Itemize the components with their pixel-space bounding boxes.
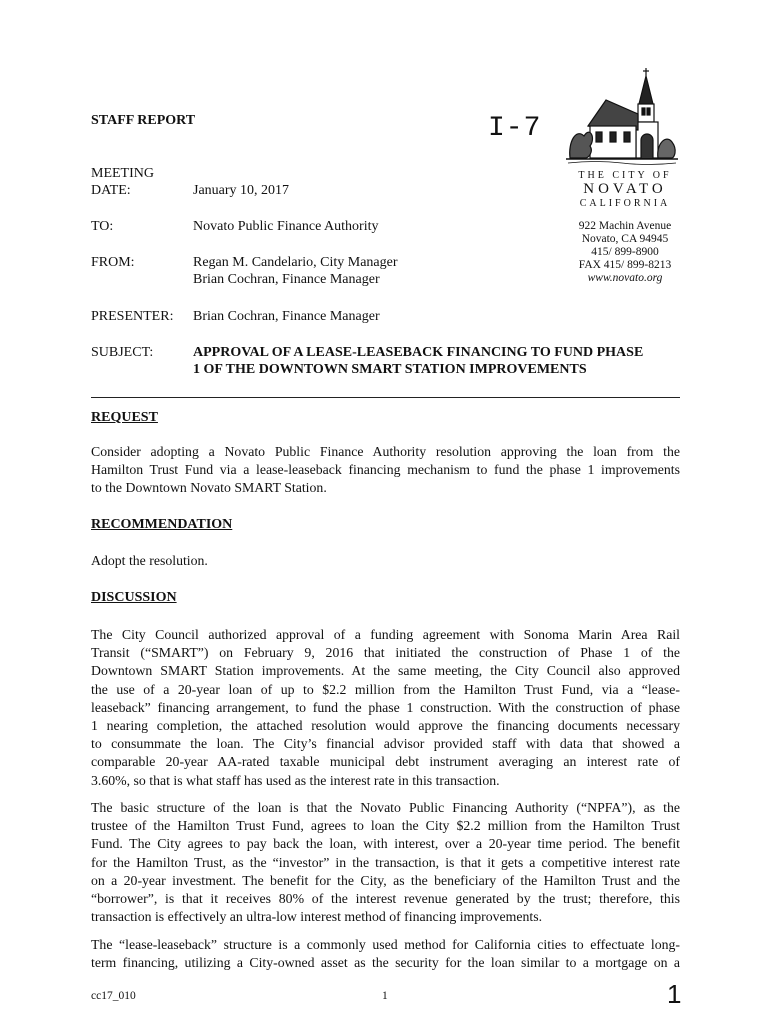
- discussion-paragraph-2: [91, 799, 680, 926]
- from-value-2: Brian Cochran, Finance Manager: [193, 272, 380, 287]
- agenda-item-number: I-7: [488, 113, 542, 144]
- discussion-line: transaction is effectively an ultra-low interest method of financing improvements.: [91, 909, 543, 925]
- request-heading: REQUEST: [91, 410, 158, 425]
- discussion-paragraph-3: [91, 936, 680, 972]
- city-logo-church-icon: [566, 66, 678, 166]
- address-fax: FAX 415/ 899-8213: [578, 259, 672, 271]
- discussion-line: The City Council authorized approval of a funding agreement with Sonoma Marin Area Rail: [91, 627, 680, 642]
- discussion-heading: DISCUSSION: [91, 590, 177, 605]
- to-label: TO:: [91, 219, 114, 234]
- logo-line-the-city-of: THE CITY OF: [578, 170, 672, 181]
- address-street: 922 Machin Avenue: [578, 220, 672, 232]
- discussion-line: leaseback” financing arrangement, to fund the phase 1 construction. With the construction of phase: [91, 699, 680, 715]
- discussion-line: 3.60%, so that is what staff has used as the interest rate in this transaction.: [91, 772, 500, 788]
- discussion-line: for the Hamilton Trust, as the “investor” in the transaction, is that it gets a competitive interest rate: [91, 854, 680, 870]
- recommendation-heading: RECOMMENDATION: [91, 517, 233, 532]
- request-line: Consider adopting a Novato Public Finance Authority resolution approving the loan from the: [91, 444, 680, 459]
- discussion-line: Downtown SMART Station improvements. At the same meeting, the City Council also approved: [91, 663, 680, 679]
- discussion-line: trustee of the Hamilton Trust Fund, agrees to loan the City $2.2 million from the Hamilton Trust: [91, 818, 680, 834]
- discussion-line: Fund. The City agrees to pay back the loan, with interest, over a 20-year time period. The benefit: [91, 836, 680, 852]
- request-line: Hamilton Trust Fund via a lease-leaseback financing mechanism to fund the phase 1 improvements: [91, 462, 680, 478]
- report-title: STAFF REPORT: [91, 113, 196, 128]
- discussion-line: comparable 20-year AA-rated taxable municipal debt instrument averaging an interest rate of: [91, 754, 680, 770]
- meeting-label-line1: MEETING: [91, 166, 154, 181]
- subject-line-2: 1 OF THE DOWNTOWN SMART STATION IMPROVEMENTS: [193, 362, 587, 377]
- address-city: Novato, CA 94945: [581, 233, 669, 245]
- subject-label: SUBJECT:: [91, 345, 154, 360]
- presenter-label: PRESENTER:: [91, 309, 174, 324]
- logo-line-california: CALIFORNIA: [579, 198, 671, 209]
- discussion-line: “borrower”, is that it receives 80% of the interest revenue generated by the trust; therefore, this: [91, 891, 680, 907]
- recommendation-text: Adopt the resolution.: [91, 553, 208, 568]
- discussion-line: The basic structure of the loan is that the Novato Public Financing Authority (“NPFA”), as the: [91, 800, 680, 815]
- header-divider: [91, 397, 680, 398]
- discussion-line: the use of a 20-year loan of up to $2.2 million from the Hamilton Trust Fund, via a “lease-: [91, 681, 680, 697]
- logo-line-novato: NOVATO: [583, 181, 667, 197]
- from-value-1: Regan M. Candelario, City Manager: [193, 255, 398, 270]
- address-phone: 415/ 899-8900: [591, 246, 659, 258]
- discussion-paragraph-1: [91, 626, 680, 790]
- meeting-date: January 10, 2017: [193, 183, 290, 198]
- document-id: cc17_010: [91, 990, 136, 1002]
- discussion-line: to consummate the loan. The City’s financial advisor provided staff with data that showed a: [91, 736, 680, 752]
- request-line: to the Downtown Novato SMART Station.: [91, 480, 327, 496]
- subject-line-1: APPROVAL OF A LEASE-LEASEBACK FINANCING TO FUND PHASE: [193, 345, 644, 360]
- discussion-line: on a 20-year investment. The benefit for the City, as the beneficiary of the Hamilton Trust and the: [91, 872, 680, 888]
- discussion-line: 1 nearing completion, the attached resolution would approve the financing documents necessary: [91, 718, 680, 734]
- request-paragraph: [91, 443, 680, 498]
- address-website-link[interactable]: www.novato.org: [587, 272, 663, 284]
- page-number: 1: [382, 990, 388, 1002]
- discussion-line: The “lease-leaseback” structure is a commonly used method for California cities to effectuate long-: [91, 937, 680, 952]
- presenter-value: Brian Cochran, Finance Manager: [193, 309, 380, 324]
- discussion-line: Transit (“SMART”) on February 9, 2016 that initiated the construction of Phase 1 of the: [91, 645, 680, 661]
- to-value: Novato Public Finance Authority: [193, 219, 379, 234]
- from-label: FROM:: [91, 255, 135, 270]
- page-number-large: 1: [667, 979, 682, 1009]
- meeting-label-line2: DATE:: [91, 183, 131, 198]
- discussion-line: term financing, utilizing a City-owned asset as the security for the loan similar to a mortgage on a: [91, 955, 680, 971]
